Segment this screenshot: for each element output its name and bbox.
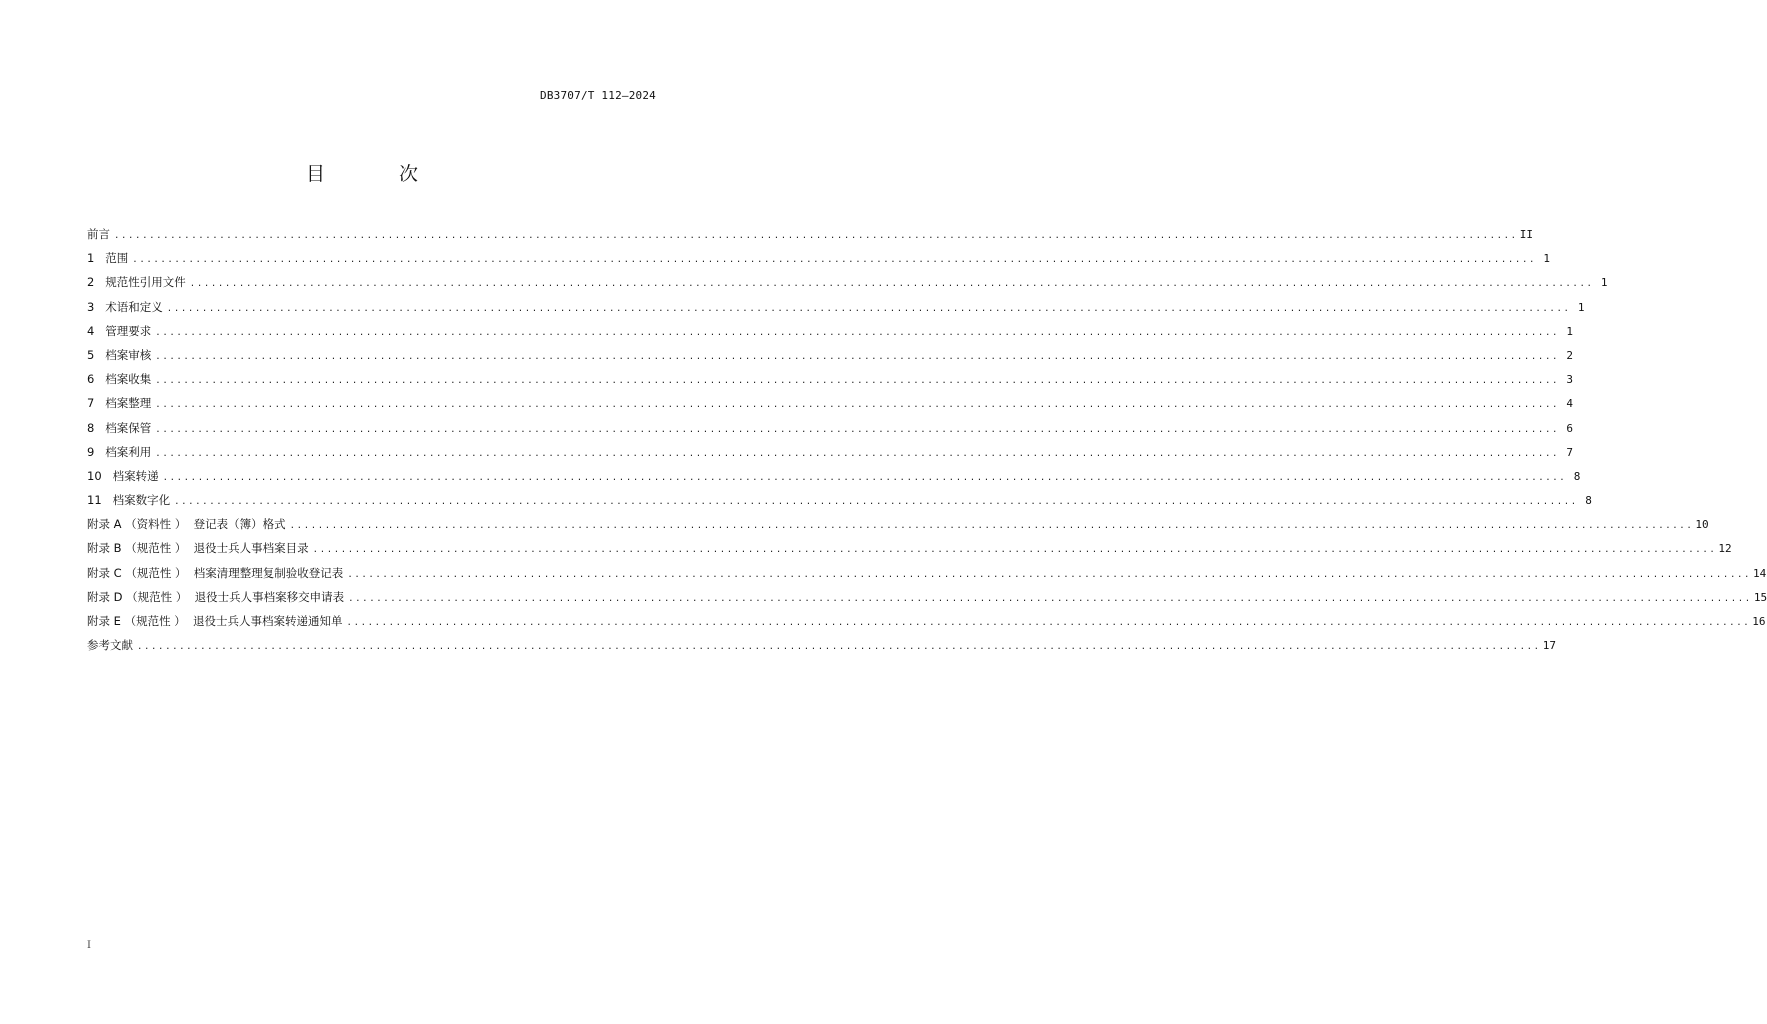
toc-entry-label: 11 档案数字化: [87, 493, 171, 508]
toc-entry-label: 附录 C （规范性 ） 档案清理整理复制验收登记表: [87, 565, 344, 580]
toc-entry-page: 2: [1566, 348, 1573, 362]
toc-entry-label: 附录 E （规范性 ） 退役士兵人事档案转递通知单: [87, 614, 343, 628]
toc-leader-dots: ........................................................................................................................................................................................................: [346, 618, 1751, 628]
toc-leader-dots: ........................................................................................................................................................................................................: [348, 593, 1752, 604]
toc-entry-label: 10 档案转递: [87, 468, 159, 483]
toc-leader-dots: ........................................................................................................................................................................................................: [174, 497, 1578, 508]
toc-entry-storage[interactable]: [87, 420, 1573, 444]
toc-entry-appendix-c[interactable]: [87, 565, 1767, 589]
toc-leader-dots: ........................................................................................................................................................................................................: [347, 569, 1752, 580]
toc-leader-dots: ........................................................................................................................................................................................................: [155, 400, 1559, 411]
toc-entry-page: 1: [1600, 276, 1608, 290]
toc-entry-arrangement[interactable]: [87, 395, 1573, 419]
toc-entry-appendix-e[interactable]: [87, 613, 1766, 637]
toc-entry-label: 4 管理要求: [87, 323, 152, 338]
toc-leader-dots: ........................................................................................................................................................................................................: [155, 351, 1559, 362]
toc-leader-dots: ........................................................................................................................................................................................................: [312, 545, 1717, 556]
toc-entry-page: 14: [1753, 566, 1767, 580]
toc-entry-label: 9 档案利用: [87, 444, 152, 459]
toc-entry-page: 6: [1566, 421, 1573, 435]
toc-leader-dots: ........................................................................................................................................................................................................: [155, 376, 1559, 387]
document-code: DB3707/T 112—2024: [540, 89, 656, 102]
toc-entry-label: 附录 A （资料性 ） 登记表（簿）格式: [87, 517, 286, 532]
toc-leader-dots: ........................................................................................................................................................................................................: [189, 279, 1594, 290]
toc-entry-appendix-d[interactable]: [87, 589, 1767, 613]
toc-entry-page: 7: [1566, 445, 1573, 459]
toc-leader-dots: ........................................................................................................................................................................................................: [289, 521, 1694, 532]
toc-entry-label: 附录 D （规范性 ） 退役士兵人事档案移交申请表: [87, 589, 345, 604]
toc-entry-bibliography[interactable]: [87, 637, 1556, 661]
toc-entry-page: 1: [1566, 324, 1573, 338]
toc-entry-collection[interactable]: [87, 371, 1573, 395]
toc-list: [87, 226, 1767, 661]
toc-entry-label: 5 档案审核: [87, 347, 152, 362]
toc-entry-scope[interactable]: [87, 250, 1550, 274]
toc-entry-foreword[interactable]: [87, 226, 1533, 250]
toc-entry-appendix-b[interactable]: [87, 540, 1732, 564]
toc-entry-page: 3: [1566, 373, 1573, 387]
toc-entry-page: 4: [1566, 397, 1573, 411]
toc-entry-label: 2 规范性引用文件: [87, 275, 186, 290]
toc-entry-management[interactable]: [87, 323, 1573, 347]
toc-entry-digitization[interactable]: [87, 492, 1592, 516]
toc-leader-dots: ........................................................................................................................................................................................................: [162, 472, 1567, 483]
toc-entry-label: 附录 B （规范性 ） 退役士兵人事档案目录: [87, 541, 309, 556]
toc-entry-page: 1: [1577, 300, 1585, 314]
toc-leader-dots: ........................................................................................................................................................................................................: [132, 255, 1536, 266]
toc-entry-page: 12: [1718, 542, 1732, 556]
toc-entry-page: 15: [1753, 590, 1767, 604]
toc-entry-label: 前言: [87, 227, 110, 241]
toc-entry-transfer[interactable]: [87, 468, 1581, 492]
toc-entry-review[interactable]: [87, 347, 1573, 371]
toc-entry-terms[interactable]: [87, 299, 1585, 323]
toc-entry-page: 1: [1543, 252, 1550, 266]
toc-entry-page: 8: [1573, 469, 1581, 483]
toc-entry-label: 7 档案整理: [87, 396, 152, 411]
toc-leader-dots: ........................................................................................................................................................................................................: [166, 303, 1571, 314]
toc-leader-dots: ........................................................................................................................................................................................................: [155, 327, 1559, 338]
toc-entry-page: 10: [1695, 518, 1709, 532]
toc-entry-page: 16: [1752, 615, 1766, 628]
toc-entry-label: 3 术语和定义: [87, 299, 163, 314]
toc-entry-label: 1 范围: [87, 251, 129, 266]
toc-entry-page: 8: [1585, 494, 1592, 508]
toc-leader-dots: ........................................................................................................................................................................................................: [155, 448, 1559, 459]
toc-entry-label: 参考文献: [87, 638, 133, 653]
toc-entry-appendix-a[interactable]: [87, 516, 1709, 540]
toc-entry-normative-references[interactable]: [87, 274, 1608, 298]
toc-entry-page: 17: [1542, 639, 1556, 653]
toc-leader-dots: ........................................................................................................................................................................................................: [114, 231, 1518, 241]
toc-title: 目 次: [305, 163, 453, 185]
toc-leader-dots: ........................................................................................................................................................................................................: [137, 642, 1541, 653]
toc-entry-label: 6 档案收集: [87, 372, 152, 387]
toc-leader-dots: ........................................................................................................................................................................................................: [155, 424, 1559, 435]
toc-entry-utilization[interactable]: [87, 444, 1573, 468]
toc-entry-page: II: [1519, 228, 1533, 241]
page-number: I: [87, 940, 91, 951]
toc-entry-label: 8 档案保管: [87, 420, 152, 435]
